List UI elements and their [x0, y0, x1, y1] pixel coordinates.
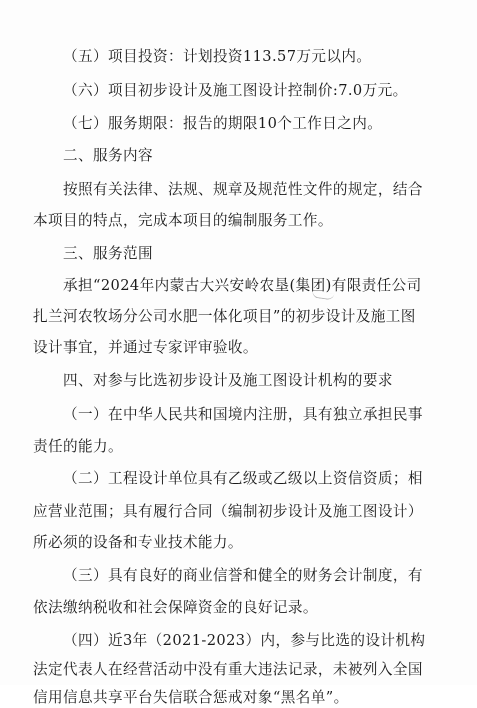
- heading-requirements: 四、对参与比选初步设计及施工图设计机构的要求: [63, 372, 393, 389]
- paragraph-service-scope-line-2: 扎兰河农牧场分公司水肥一体化项目”的初步设计及施工图: [33, 308, 416, 325]
- requirement-one-line-2: 责任的能力。: [33, 438, 123, 455]
- requirement-four-line-1: （四）近3年（2021-2023）内，参与比选的设计机构: [63, 632, 426, 649]
- paragraph-service-scope-line-3: 设计事宜，并通过专家评审验收。: [33, 339, 258, 356]
- requirement-two-line-3: 所必须的设备和专业技术能力。: [33, 534, 243, 551]
- paragraph-service-content-line-1: 按照有关法律、法规、规章及规范性文件的规定，结合: [63, 181, 423, 198]
- requirement-four-line-2: 法定代表人在经营活动中没有重大违法记录，未被列入全国: [33, 661, 423, 678]
- item-six-design-cost: （六）项目初步设计及施工图设计控制价:7.0万元。: [63, 82, 408, 99]
- paragraph-service-scope-line-1: 承担“2024年内蒙古大兴安岭农垦(集团)有限责任公司: [63, 277, 422, 294]
- heading-service-content: 二、服务内容: [63, 147, 153, 164]
- item-seven-service-period: （七）服务期限：报告的期限10个工作日之内。: [63, 115, 383, 132]
- paragraph-service-content-line-2: 本项目的特点，完成本项目的编制服务工作。: [33, 212, 333, 229]
- requirement-four-line-3: 信用信息共享平台失信联合惩戒对象“黑名单”。: [33, 689, 349, 706]
- requirement-two-line-2: 应营业范围；具有履行合同（编制初步设计及施工图设计）: [33, 503, 423, 520]
- heading-service-scope: 三、服务范围: [63, 245, 153, 262]
- requirement-three-line-2: 依法缴纳税收和社会保障资金的良好记录。: [33, 599, 318, 616]
- requirement-two-line-1: （二）工程设计单位具有乙级或乙级以上资信资质；相: [63, 470, 423, 487]
- requirement-one-line-1: （一）在中华人民共和国境内注册，具有独立承担民事: [63, 406, 423, 423]
- item-five-investment: （五）项目投资：计划投资113.57万元以内。: [63, 48, 372, 65]
- requirement-three-line-1: （三）具有良好的商业信誉和健全的财务会计制度，有: [63, 567, 423, 584]
